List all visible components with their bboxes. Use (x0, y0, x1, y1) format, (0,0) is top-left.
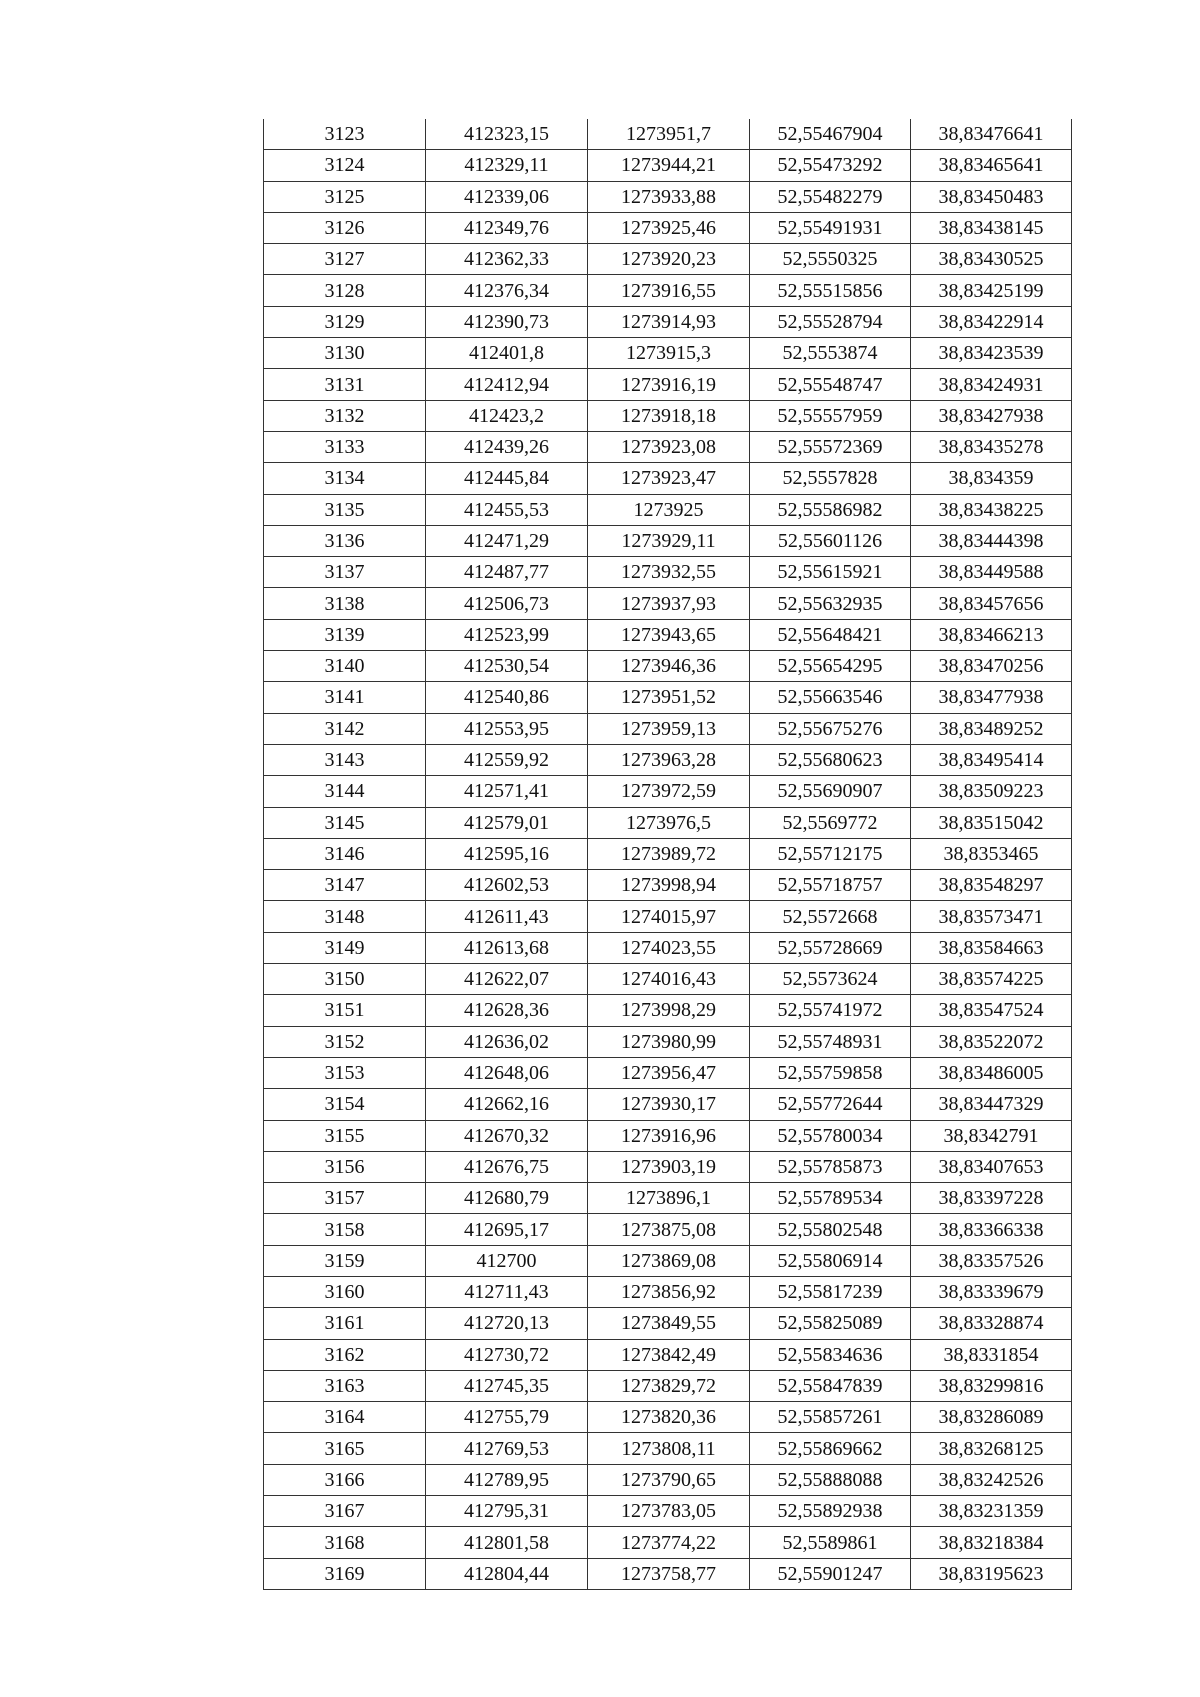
latitude-cell: 52,5550325 (750, 244, 911, 275)
point-number-cell: 3148 (264, 901, 426, 932)
y-coordinate-cell: 1273856,92 (588, 1276, 750, 1307)
table-row (264, 1308, 1072, 1339)
longitude-cell: 38,83574225 (911, 964, 1072, 995)
x-coordinate-cell: 412711,43 (426, 1276, 588, 1307)
point-number-cell: 3143 (264, 744, 426, 775)
table-row (264, 119, 1072, 150)
y-coordinate-cell: 1273849,55 (588, 1308, 750, 1339)
longitude-cell: 38,83548297 (911, 870, 1072, 901)
longitude-cell: 38,83268125 (911, 1433, 1072, 1464)
coordinates-table-body (264, 119, 1072, 1589)
longitude-cell: 38,83486005 (911, 1057, 1072, 1088)
x-coordinate-cell: 412648,06 (426, 1057, 588, 1088)
table-row (264, 1057, 1072, 1088)
x-coordinate-cell: 412662,16 (426, 1089, 588, 1120)
point-number-cell: 3159 (264, 1245, 426, 1276)
longitude-cell: 38,83425199 (911, 275, 1072, 306)
longitude-cell: 38,83286089 (911, 1402, 1072, 1433)
x-coordinate-cell: 412695,17 (426, 1214, 588, 1245)
x-coordinate-cell: 412401,8 (426, 338, 588, 369)
latitude-cell: 52,55817239 (750, 1276, 911, 1307)
latitude-cell: 52,55847839 (750, 1370, 911, 1401)
point-number-cell: 3130 (264, 338, 426, 369)
longitude-cell: 38,83447329 (911, 1089, 1072, 1120)
table-row (264, 713, 1072, 744)
x-coordinate-cell: 412339,06 (426, 181, 588, 212)
latitude-cell: 52,55491931 (750, 212, 911, 243)
point-number-cell: 3142 (264, 713, 426, 744)
table-row (264, 1245, 1072, 1276)
y-coordinate-cell: 1274016,43 (588, 964, 750, 995)
x-coordinate-cell: 412622,07 (426, 964, 588, 995)
table-row (264, 964, 1072, 995)
latitude-cell: 52,55572369 (750, 431, 911, 462)
y-coordinate-cell: 1273903,19 (588, 1151, 750, 1182)
point-number-cell: 3156 (264, 1151, 426, 1182)
point-number-cell: 3166 (264, 1464, 426, 1495)
x-coordinate-cell: 412390,73 (426, 306, 588, 337)
longitude-cell: 38,83515042 (911, 807, 1072, 838)
x-coordinate-cell: 412530,54 (426, 651, 588, 682)
latitude-cell: 52,55648421 (750, 619, 911, 650)
point-number-cell: 3147 (264, 870, 426, 901)
longitude-cell: 38,83427938 (911, 400, 1072, 431)
point-number-cell: 3141 (264, 682, 426, 713)
longitude-cell: 38,83242526 (911, 1464, 1072, 1495)
table-row (264, 588, 1072, 619)
table-row (264, 1276, 1072, 1307)
latitude-cell: 52,55718757 (750, 870, 911, 901)
latitude-cell: 52,55467904 (750, 119, 911, 150)
longitude-cell: 38,83438225 (911, 494, 1072, 525)
x-coordinate-cell: 412602,53 (426, 870, 588, 901)
point-number-cell: 3138 (264, 588, 426, 619)
point-number-cell: 3137 (264, 557, 426, 588)
y-coordinate-cell: 1273998,29 (588, 995, 750, 1026)
latitude-cell: 52,55789534 (750, 1183, 911, 1214)
x-coordinate-cell: 412439,26 (426, 431, 588, 462)
point-number-cell: 3158 (264, 1214, 426, 1245)
longitude-cell: 38,8342791 (911, 1120, 1072, 1151)
latitude-cell: 52,55780034 (750, 1120, 911, 1151)
point-number-cell: 3154 (264, 1089, 426, 1120)
latitude-cell: 52,55680623 (750, 744, 911, 775)
latitude-cell: 52,55748931 (750, 1026, 911, 1057)
point-number-cell: 3145 (264, 807, 426, 838)
x-coordinate-cell: 412471,29 (426, 525, 588, 556)
table-row (264, 1339, 1072, 1370)
longitude-cell: 38,83231359 (911, 1496, 1072, 1527)
longitude-cell: 38,8331854 (911, 1339, 1072, 1370)
latitude-cell: 52,5589861 (750, 1527, 911, 1558)
longitude-cell: 38,83470256 (911, 651, 1072, 682)
coordinates-table (263, 119, 1072, 1590)
latitude-cell: 52,55528794 (750, 306, 911, 337)
table-row (264, 1433, 1072, 1464)
latitude-cell: 52,55785873 (750, 1151, 911, 1182)
point-number-cell: 3149 (264, 932, 426, 963)
longitude-cell: 38,83573471 (911, 901, 1072, 932)
longitude-cell: 38,8353465 (911, 838, 1072, 869)
table-row (264, 1214, 1072, 1245)
x-coordinate-cell: 412670,32 (426, 1120, 588, 1151)
latitude-cell: 52,5557828 (750, 463, 911, 494)
x-coordinate-cell: 412769,53 (426, 1433, 588, 1464)
latitude-cell: 52,55759858 (750, 1057, 911, 1088)
latitude-cell: 52,55806914 (750, 1245, 911, 1276)
y-coordinate-cell: 1273918,18 (588, 400, 750, 431)
table-row (264, 1183, 1072, 1214)
y-coordinate-cell: 1273925 (588, 494, 750, 525)
y-coordinate-cell: 1273956,47 (588, 1057, 750, 1088)
point-number-cell: 3144 (264, 776, 426, 807)
point-number-cell: 3168 (264, 1527, 426, 1558)
point-number-cell: 3151 (264, 995, 426, 1026)
point-number-cell: 3123 (264, 119, 426, 150)
y-coordinate-cell: 1273923,47 (588, 463, 750, 494)
point-number-cell: 3131 (264, 369, 426, 400)
latitude-cell: 52,55663546 (750, 682, 911, 713)
y-coordinate-cell: 1273944,21 (588, 150, 750, 181)
point-number-cell: 3139 (264, 619, 426, 650)
longitude-cell: 38,83547524 (911, 995, 1072, 1026)
latitude-cell: 52,5572668 (750, 901, 911, 932)
x-coordinate-cell: 412636,02 (426, 1026, 588, 1057)
latitude-cell: 52,55888088 (750, 1464, 911, 1495)
x-coordinate-cell: 412804,44 (426, 1558, 588, 1589)
latitude-cell: 52,55728669 (750, 932, 911, 963)
table-row (264, 1496, 1072, 1527)
x-coordinate-cell: 412700 (426, 1245, 588, 1276)
latitude-cell: 52,55772644 (750, 1089, 911, 1120)
table-row (264, 338, 1072, 369)
latitude-cell: 52,55675276 (750, 713, 911, 744)
x-coordinate-cell: 412553,95 (426, 713, 588, 744)
latitude-cell: 52,55825089 (750, 1308, 911, 1339)
x-coordinate-cell: 412487,77 (426, 557, 588, 588)
point-number-cell: 3152 (264, 1026, 426, 1057)
table-row (264, 1370, 1072, 1401)
y-coordinate-cell: 1273820,36 (588, 1402, 750, 1433)
longitude-cell: 38,83357526 (911, 1245, 1072, 1276)
table-row (264, 651, 1072, 682)
latitude-cell: 52,55654295 (750, 651, 911, 682)
x-coordinate-cell: 412423,2 (426, 400, 588, 431)
x-coordinate-cell: 412362,33 (426, 244, 588, 275)
table-row (264, 995, 1072, 1026)
y-coordinate-cell: 1274023,55 (588, 932, 750, 963)
latitude-cell: 52,5553874 (750, 338, 911, 369)
point-number-cell: 3134 (264, 463, 426, 494)
x-coordinate-cell: 412628,36 (426, 995, 588, 1026)
y-coordinate-cell: 1273951,7 (588, 119, 750, 150)
x-coordinate-cell: 412795,31 (426, 1496, 588, 1527)
table-row (264, 901, 1072, 932)
longitude-cell: 38,83430525 (911, 244, 1072, 275)
point-number-cell: 3165 (264, 1433, 426, 1464)
table-row (264, 1558, 1072, 1589)
x-coordinate-cell: 412801,58 (426, 1527, 588, 1558)
longitude-cell: 38,83476641 (911, 119, 1072, 150)
y-coordinate-cell: 1273937,93 (588, 588, 750, 619)
longitude-cell: 38,83522072 (911, 1026, 1072, 1057)
point-number-cell: 3124 (264, 150, 426, 181)
x-coordinate-cell: 412745,35 (426, 1370, 588, 1401)
point-number-cell: 3136 (264, 525, 426, 556)
x-coordinate-cell: 412455,53 (426, 494, 588, 525)
point-number-cell: 3169 (264, 1558, 426, 1589)
x-coordinate-cell: 412755,79 (426, 1402, 588, 1433)
y-coordinate-cell: 1273758,77 (588, 1558, 750, 1589)
longitude-cell: 38,834359 (911, 463, 1072, 494)
latitude-cell: 52,55712175 (750, 838, 911, 869)
longitude-cell: 38,83339679 (911, 1276, 1072, 1307)
point-number-cell: 3135 (264, 494, 426, 525)
point-number-cell: 3157 (264, 1183, 426, 1214)
longitude-cell: 38,83444398 (911, 525, 1072, 556)
y-coordinate-cell: 1273916,19 (588, 369, 750, 400)
longitude-cell: 38,83423539 (911, 338, 1072, 369)
point-number-cell: 3153 (264, 1057, 426, 1088)
y-coordinate-cell: 1273783,05 (588, 1496, 750, 1527)
longitude-cell: 38,83509223 (911, 776, 1072, 807)
table-row (264, 1464, 1072, 1495)
x-coordinate-cell: 412720,13 (426, 1308, 588, 1339)
longitude-cell: 38,83449588 (911, 557, 1072, 588)
longitude-cell: 38,83328874 (911, 1308, 1072, 1339)
table-row (264, 400, 1072, 431)
y-coordinate-cell: 1273930,17 (588, 1089, 750, 1120)
point-number-cell: 3164 (264, 1402, 426, 1433)
table-row (264, 682, 1072, 713)
point-number-cell: 3128 (264, 275, 426, 306)
x-coordinate-cell: 412613,68 (426, 932, 588, 963)
y-coordinate-cell: 1273998,94 (588, 870, 750, 901)
y-coordinate-cell: 1273808,11 (588, 1433, 750, 1464)
point-number-cell: 3129 (264, 306, 426, 337)
table-row (264, 463, 1072, 494)
table-row (264, 244, 1072, 275)
latitude-cell: 52,55482279 (750, 181, 911, 212)
latitude-cell: 52,55802548 (750, 1214, 911, 1245)
longitude-cell: 38,83489252 (911, 713, 1072, 744)
longitude-cell: 38,83299816 (911, 1370, 1072, 1401)
longitude-cell: 38,83477938 (911, 682, 1072, 713)
latitude-cell: 52,55548747 (750, 369, 911, 400)
point-number-cell: 3132 (264, 400, 426, 431)
table-row (264, 150, 1072, 181)
x-coordinate-cell: 412730,72 (426, 1339, 588, 1370)
longitude-cell: 38,83366338 (911, 1214, 1072, 1245)
table-row (264, 557, 1072, 588)
x-coordinate-cell: 412523,99 (426, 619, 588, 650)
latitude-cell: 52,55557959 (750, 400, 911, 431)
point-number-cell: 3146 (264, 838, 426, 869)
y-coordinate-cell: 1273946,36 (588, 651, 750, 682)
y-coordinate-cell: 1273972,59 (588, 776, 750, 807)
point-number-cell: 3140 (264, 651, 426, 682)
latitude-cell: 52,5573624 (750, 964, 911, 995)
x-coordinate-cell: 412611,43 (426, 901, 588, 932)
x-coordinate-cell: 412349,76 (426, 212, 588, 243)
y-coordinate-cell: 1273829,72 (588, 1370, 750, 1401)
y-coordinate-cell: 1273951,52 (588, 682, 750, 713)
table-row (264, 1527, 1072, 1558)
table-row (264, 525, 1072, 556)
latitude-cell: 52,55615921 (750, 557, 911, 588)
y-coordinate-cell: 1273989,72 (588, 838, 750, 869)
y-coordinate-cell: 1273943,65 (588, 619, 750, 650)
latitude-cell: 52,55741972 (750, 995, 911, 1026)
table-row (264, 776, 1072, 807)
y-coordinate-cell: 1273869,08 (588, 1245, 750, 1276)
table-row (264, 369, 1072, 400)
latitude-cell: 52,55834636 (750, 1339, 911, 1370)
point-number-cell: 3127 (264, 244, 426, 275)
point-number-cell: 3161 (264, 1308, 426, 1339)
y-coordinate-cell: 1273959,13 (588, 713, 750, 744)
x-coordinate-cell: 412376,34 (426, 275, 588, 306)
table-row (264, 744, 1072, 775)
y-coordinate-cell: 1274015,97 (588, 901, 750, 932)
longitude-cell: 38,83435278 (911, 431, 1072, 462)
longitude-cell: 38,83465641 (911, 150, 1072, 181)
y-coordinate-cell: 1273842,49 (588, 1339, 750, 1370)
table-row (264, 431, 1072, 462)
table-row (264, 306, 1072, 337)
latitude-cell: 52,55892938 (750, 1496, 911, 1527)
y-coordinate-cell: 1273976,5 (588, 807, 750, 838)
table-row (264, 1402, 1072, 1433)
latitude-cell: 52,55869662 (750, 1433, 911, 1464)
y-coordinate-cell: 1273915,3 (588, 338, 750, 369)
y-coordinate-cell: 1273933,88 (588, 181, 750, 212)
point-number-cell: 3125 (264, 181, 426, 212)
table-row (264, 212, 1072, 243)
point-number-cell: 3163 (264, 1370, 426, 1401)
y-coordinate-cell: 1273875,08 (588, 1214, 750, 1245)
table-row (264, 838, 1072, 869)
x-coordinate-cell: 412329,11 (426, 150, 588, 181)
y-coordinate-cell: 1273925,46 (588, 212, 750, 243)
point-number-cell: 3160 (264, 1276, 426, 1307)
x-coordinate-cell: 412579,01 (426, 807, 588, 838)
table-row (264, 932, 1072, 963)
longitude-cell: 38,83422914 (911, 306, 1072, 337)
table-row (264, 619, 1072, 650)
latitude-cell: 52,55632935 (750, 588, 911, 619)
y-coordinate-cell: 1273774,22 (588, 1527, 750, 1558)
point-number-cell: 3126 (264, 212, 426, 243)
y-coordinate-cell: 1273896,1 (588, 1183, 750, 1214)
y-coordinate-cell: 1273920,23 (588, 244, 750, 275)
point-number-cell: 3155 (264, 1120, 426, 1151)
x-coordinate-cell: 412506,73 (426, 588, 588, 619)
y-coordinate-cell: 1273916,96 (588, 1120, 750, 1151)
x-coordinate-cell: 412595,16 (426, 838, 588, 869)
y-coordinate-cell: 1273963,28 (588, 744, 750, 775)
x-coordinate-cell: 412571,41 (426, 776, 588, 807)
x-coordinate-cell: 412540,86 (426, 682, 588, 713)
latitude-cell: 52,55515856 (750, 275, 911, 306)
longitude-cell: 38,83584663 (911, 932, 1072, 963)
latitude-cell: 52,55601126 (750, 525, 911, 556)
x-coordinate-cell: 412323,15 (426, 119, 588, 150)
longitude-cell: 38,83450483 (911, 181, 1072, 212)
latitude-cell: 52,55690907 (750, 776, 911, 807)
longitude-cell: 38,83407653 (911, 1151, 1072, 1182)
longitude-cell: 38,83457656 (911, 588, 1072, 619)
point-number-cell: 3167 (264, 1496, 426, 1527)
latitude-cell: 52,55901247 (750, 1558, 911, 1589)
y-coordinate-cell: 1273914,93 (588, 306, 750, 337)
latitude-cell: 52,5569772 (750, 807, 911, 838)
longitude-cell: 38,83424931 (911, 369, 1072, 400)
table-row (264, 275, 1072, 306)
latitude-cell: 52,55857261 (750, 1402, 911, 1433)
longitude-cell: 38,83438145 (911, 212, 1072, 243)
longitude-cell: 38,83495414 (911, 744, 1072, 775)
y-coordinate-cell: 1273923,08 (588, 431, 750, 462)
longitude-cell: 38,83466213 (911, 619, 1072, 650)
point-number-cell: 3150 (264, 964, 426, 995)
table-row (264, 1120, 1072, 1151)
table-row (264, 807, 1072, 838)
y-coordinate-cell: 1273929,11 (588, 525, 750, 556)
x-coordinate-cell: 412789,95 (426, 1464, 588, 1495)
y-coordinate-cell: 1273790,65 (588, 1464, 750, 1495)
x-coordinate-cell: 412680,79 (426, 1183, 588, 1214)
point-number-cell: 3133 (264, 431, 426, 462)
table-row (264, 494, 1072, 525)
longitude-cell: 38,83195623 (911, 1558, 1072, 1589)
x-coordinate-cell: 412445,84 (426, 463, 588, 494)
table-row (264, 1151, 1072, 1182)
x-coordinate-cell: 412676,75 (426, 1151, 588, 1182)
y-coordinate-cell: 1273980,99 (588, 1026, 750, 1057)
table-row (264, 870, 1072, 901)
table-row (264, 1026, 1072, 1057)
x-coordinate-cell: 412559,92 (426, 744, 588, 775)
x-coordinate-cell: 412412,94 (426, 369, 588, 400)
longitude-cell: 38,83218384 (911, 1527, 1072, 1558)
latitude-cell: 52,55473292 (750, 150, 911, 181)
table-row (264, 1089, 1072, 1120)
longitude-cell: 38,83397228 (911, 1183, 1072, 1214)
point-number-cell: 3162 (264, 1339, 426, 1370)
latitude-cell: 52,55586982 (750, 494, 911, 525)
y-coordinate-cell: 1273916,55 (588, 275, 750, 306)
y-coordinate-cell: 1273932,55 (588, 557, 750, 588)
table-row (264, 181, 1072, 212)
